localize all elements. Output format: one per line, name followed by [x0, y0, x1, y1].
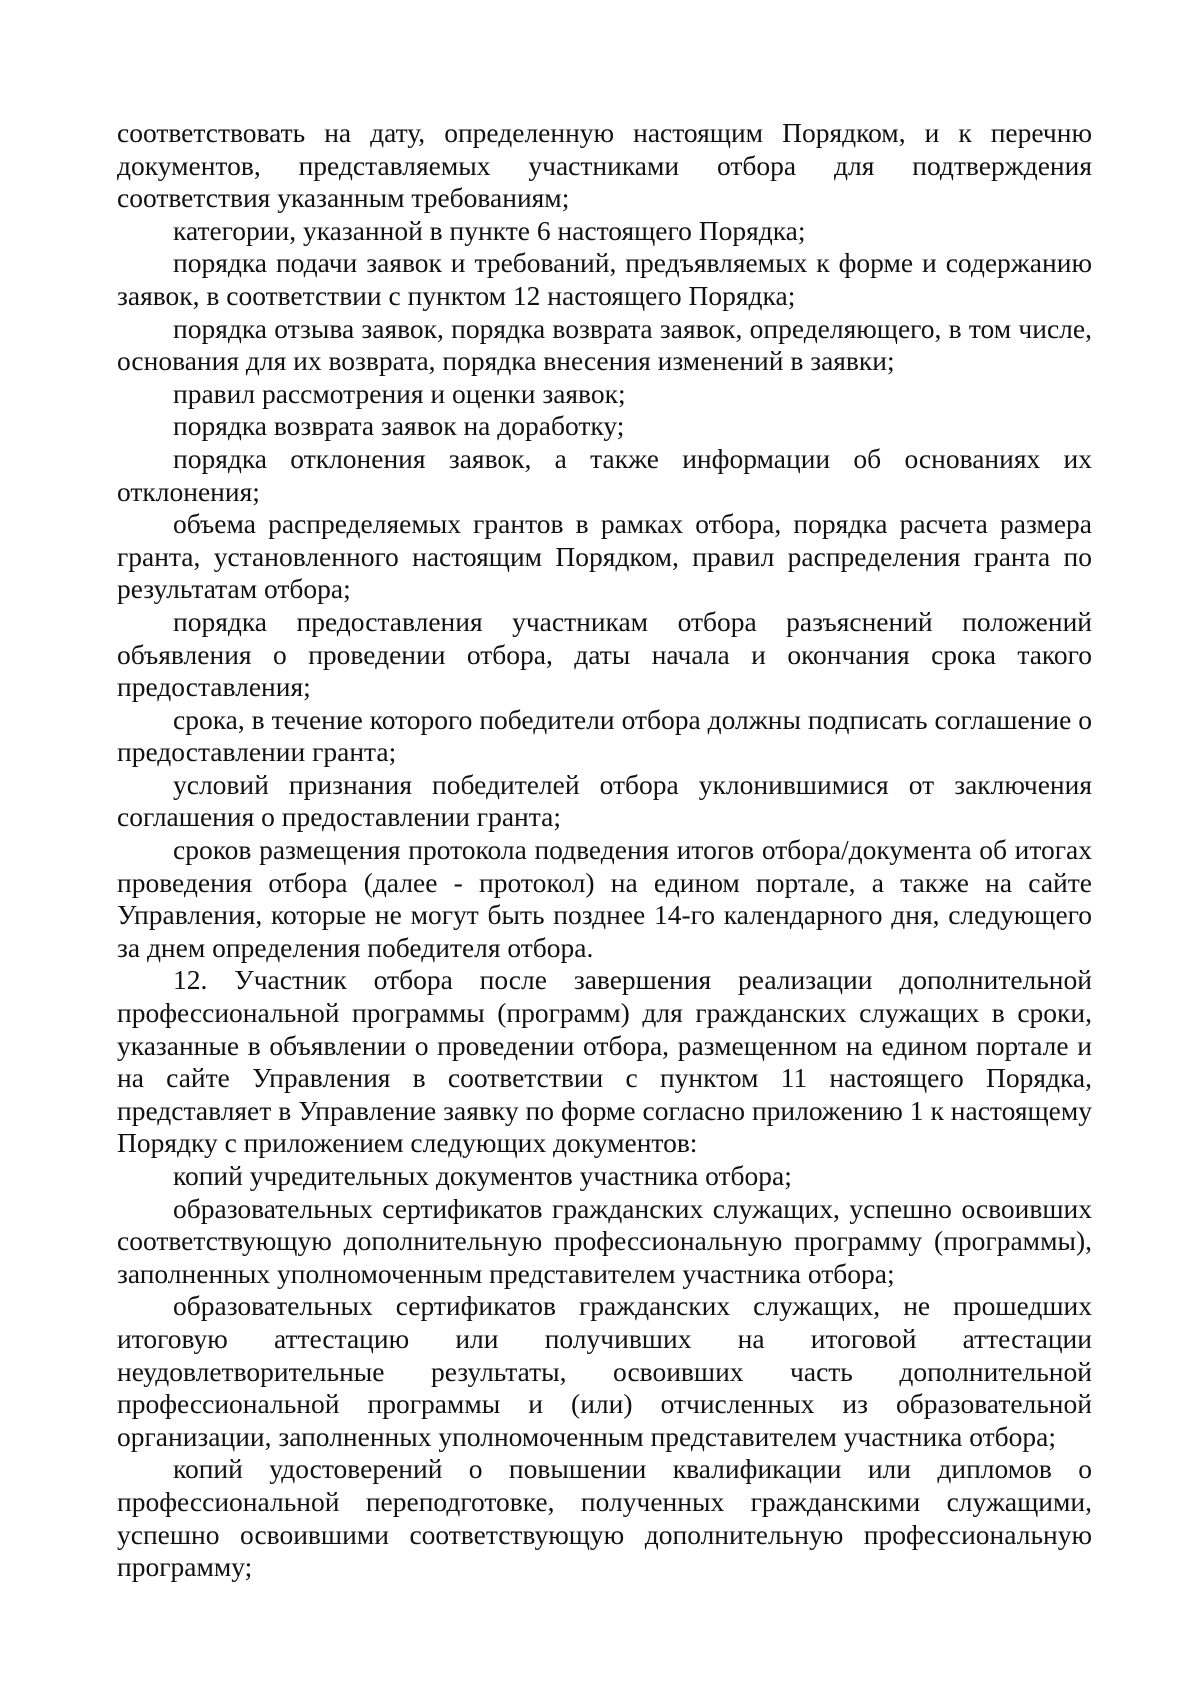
paragraph-return-for-revision: порядка возврата заявок на доработку; — [173, 410, 625, 442]
paragraph-signing-deadline: срока, в течение которого победители отбора должны подписать соглашение о предоставлении гранта; — [117, 703, 1092, 768]
paragraph-founding-documents: копий учредительных документов участника отбора; — [173, 1160, 792, 1191]
paragraph-section-12: 12. Участник отбора после завершения реализации дополнительной профессиональной программы (программ) для гражданских служащих в сроки, указанные в объявлении о проведении отбора, размещенном на едином портале и на сайте Управления в соответствии с пунктом 11 настоящего Порядка, представляет в Управление заявку по форме согласно приложению 1 к настоящему Порядку с приложением следующих документов: — [117, 964, 1092, 1159]
paragraph-requirements-continuation: соответствовать на дату, определенную настоящим Порядком, и к перечню документов, представляемых участниками отбора для подтверждения соответствия указанным требованиям; — [117, 117, 1092, 214]
paragraph-review-rules: правил рассмотрения и оценки заявок; — [173, 377, 626, 409]
paragraph-qualification-copies: копий удостоверений о повышении квалификации или дипломов о профессиональной переподготовке, полученных гражданскими служащими, успешно освоившими соответствующую дополнительную профессиональную программу; — [117, 1453, 1092, 1583]
paragraph-rejection-procedure: порядка отклонения заявок, а также информации об основаниях их отклонения; — [117, 442, 1092, 507]
paragraph-withdrawal-procedure: порядка отзыва заявок, порядка возврата заявок, определяющего, в том числе, основания для их возврата, порядка внесения изменений в заявки; — [117, 312, 1092, 377]
paragraph-protocol-deadlines: сроков размещения протокола подведения итогов отбора/документа об итогах проведения отбора (далее - протокол) на едином портале, а также на сайте Управления, которые не могут быть позднее 14-го календарного дня, следующего за днем определения победителя отбора. — [117, 834, 1092, 963]
paragraph-submission-procedure: порядка подачи заявок и требований, предъявляемых к форме и содержанию заявок, в соответствии с пунктом 12 настоящего Порядка; — [117, 247, 1092, 311]
paragraph-grant-volume: объема распределяемых грантов в рамках отбора, порядка расчета размера гранта, установленного настоящим Порядком, правил распределения гранта по результатам отбора; — [117, 508, 1092, 605]
paragraph-certificates-unsuccessful: образовательных сертификатов гражданских служащих, не прошедших итоговую аттестацию или получивших на итоговой аттестации неудовлетворительные результаты, освоивших часть дополнительной профессиональной программы и (или) отчисленных из образовательной организации, заполненных уполномоченным представителем участника отбора; — [117, 1290, 1092, 1452]
paragraph-category: категории, указанной в пункте 6 настоящего Порядка; — [173, 214, 806, 246]
paragraph-certificates-successful: образовательных сертификатов гражданских служащих, успешно освоивших соответствующую дополнительную профессиональную программу (программы), заполненных уполномоченным представителем участника отбора; — [117, 1192, 1092, 1289]
document-body — [117, 117, 1092, 1584]
paragraph-clarifications: порядка предоставления участникам отбора разъяснений положений объявления о проведении отбора, даты начала и окончания срока такого предоставления; — [117, 605, 1092, 703]
paragraph-evasion-conditions: условий признания победителей отбора уклонившимися от заключения соглашения о предоставлении гранта; — [117, 768, 1092, 833]
